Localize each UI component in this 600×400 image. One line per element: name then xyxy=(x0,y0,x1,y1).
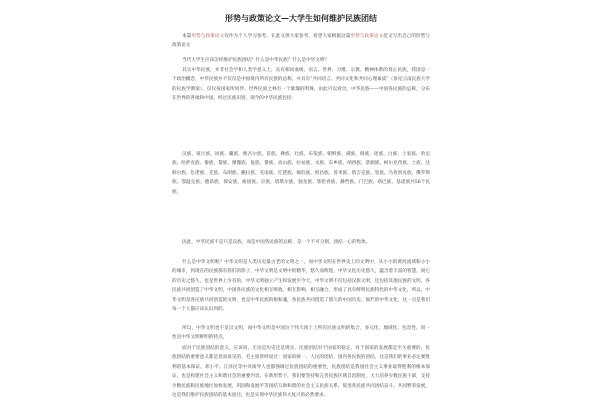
document-body xyxy=(172,0,430,400)
intro-accent-link[interactable]: 形势与政策论文 xyxy=(191,34,225,39)
paragraph-conclusion xyxy=(172,238,430,257)
paragraph-text: 什么是中华文明呢？中华文明是人类历史最古老的文明之一，而中华文明在世界史上的文明中，从小小的黄河流域和小小的城市，到现在的民族都有我们的影子，中华文明是文明中的精华，悠久而辉煌，中华文化历史悠久，蕴含着丰富的智慧，而它的历史之悠久，也是世界上少有的，中华文明独立产生和发展至今天，中华文明不仅包括汉族文明，还包括其他民族的文明，各民族共同创造了中华文明，中国各民族的文化相互吸收、相互影响、相互融合，形成了具有鲜明民族特色的中华文化，所以，中华文明是各民族共同创造的文明，也是中华民族的根和魂，各民族共同创造了悠久的中国历史、灿烂的中华文化，这一点是我们每一个人都应该认识到的。 xyxy=(172,260,430,313)
paragraph-ethnic-list xyxy=(172,150,430,234)
intro-middle: 仅作为个人学习参考，在此文供大家参考，希望大家根据这篇 xyxy=(224,34,351,39)
intro-prefix: 本篇 xyxy=(182,34,192,39)
paragraph-unity-significance xyxy=(172,344,430,400)
intro-suffix: 范文写出自己的形势与政策论文 xyxy=(172,34,430,49)
paragraph-text: 当代大学生应该怎样维护民族团结？什么是中华民族？什么是中华文明？ xyxy=(182,58,330,63)
paragraph-civilization-summary xyxy=(172,324,430,343)
document-title: 形势与政策论文—大学生如何维护民族团结 xyxy=(225,13,377,23)
paragraph-text: 面对于民族团结的意义，应该说，无论是历史还是现实，民族团结对于国家的稳定、对于国家的发展都是至关重要的，民族团结的重要意义都是显而易见的。毛主席曾经说过：国家的统一，人民的团结，国内各民族的团结，这是我们的事业必定要胜利的基本保证。邓小平、江泽民等中央领导人也都强调过民族团结的重要性，民族团结是我国社会主义事业取得胜利的根本保证，也是构建社会主义和谐社会的重要内容。在新形势下，我们要坚持和完善民族区域自治制度，大力培养少数民族干部，支持少数民族和民族地区加快发展，巩固和发展平等团结互助和谐的社会主义民族关系，促进各民族共同团结奋斗、共同繁荣发展，这是我们维护民族团结的基本途径，也是实现中华民族伟大复兴的必然要求。 xyxy=(172,346,430,399)
paragraph-question xyxy=(172,56,430,65)
paragraph-text: 所以，中华文明也不是汉文明，而中华文明是中国这个伟大国土上所有民族文明的集合，多元化、地域化、包容性、同一性是中华文明鲜明的特点。 xyxy=(172,326,430,341)
paragraph-text: 汉族、蒙古族、回族、藏族、维吾尔族、苗族、彝族、壮族、布依族、朝鲜族、满族、侗族、瑶族、白族、土家族、哈尼族、哈萨克族、傣族、黎族、傈僳族、佤族、畲族、高山族、拉祜族、水族、东乡族、纳西族、景颇族、柯尔克孜族、土族、达斡尔族、仫佬族、羌族、布朗族、撒拉族、毛南族、仡佬族、锡伯族、阿昌族、普米族、塔吉克族、怒族、乌孜别克族、俄罗斯族、鄂温克族、德昂族、保安族、裕固族、京族、塔塔尔族、独龙族、鄂伦春族、赫哲族、门巴族、珞巴族、基诺族共56个民族。 xyxy=(172,152,430,195)
intro-paragraph xyxy=(172,32,430,51)
intro-accent-link-2[interactable]: 形势与政策论文 xyxy=(350,34,384,39)
paragraph-text: 其实中华民族，并非社会学和人类学意义上，具有相同血统、语言、世界、习惯、宗教、精神体系的真正民族，我国是一个政治概念，中华民族并不仅仅是中国境内所有民族的总称，并具有“共同语言、共同文化和共同心理素质”（参见云南民族大学的民族学教案），仅仅按国家所同伴、世界民族之林有一个璀璨的明珠，由此可以看出，中华民族——中国各民族的总称，分布在世界的各地和中国，经过民族识别，现今的中华民族包括： xyxy=(172,68,430,102)
paragraph-text: 因此，中华民族不是只是汉族，而是中国各民族的总称，是一个不可分割、团结一心的集体。 xyxy=(182,240,371,245)
paragraph-nation-definition xyxy=(172,66,430,150)
